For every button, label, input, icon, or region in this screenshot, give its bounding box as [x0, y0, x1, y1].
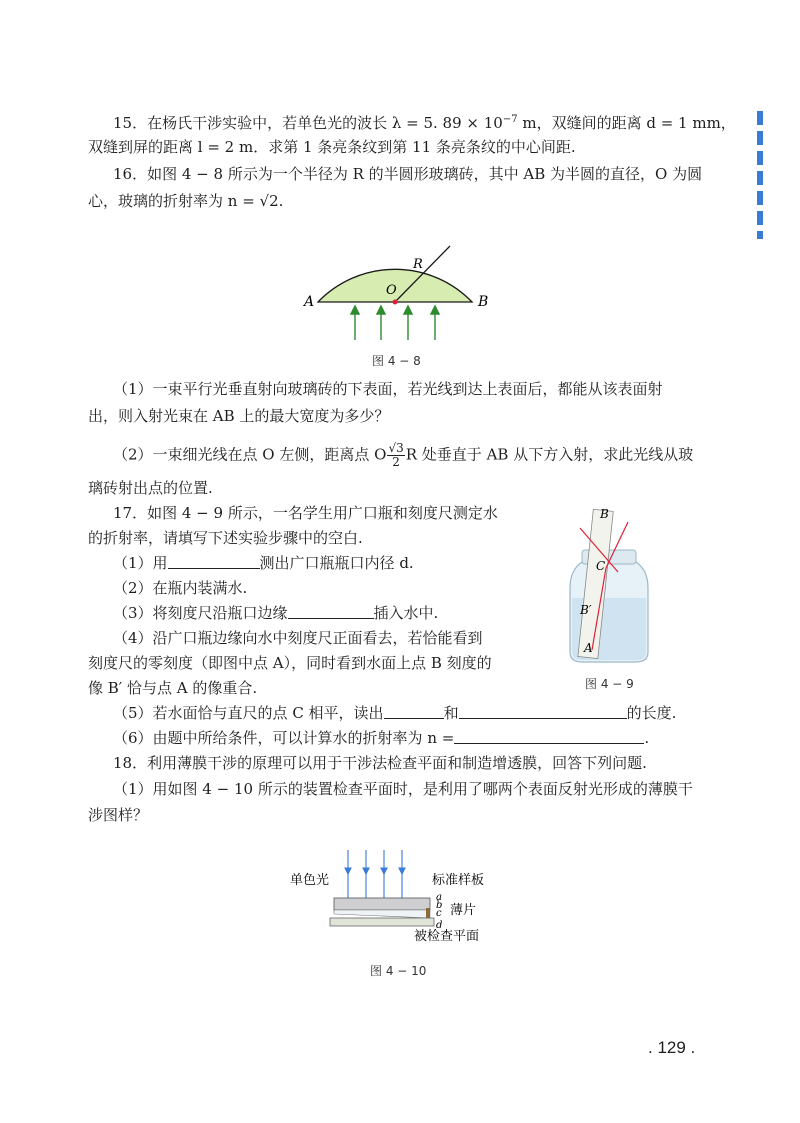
label-a: A: [304, 294, 315, 310]
air-wedge: [334, 910, 430, 918]
standard-sample-plate: [334, 898, 430, 910]
figure-4-8-caption: 图 4 − 8: [372, 354, 421, 368]
label-o: O: [386, 283, 397, 298]
edge-index-tab: [757, 151, 763, 165]
q16-line-1: 16．如图 4 − 8 所示为一个半径为 R 的半圆形玻璃砖，其中 AB 为半圆的直径，O 为圆: [113, 165, 703, 183]
thin-sheet: [426, 908, 430, 918]
label-standard-plate: 标准样板: [432, 873, 485, 888]
edge-index-tab: [757, 231, 763, 239]
q17-step-6: （6）由题中所给条件，可以计算水的折射率为 n = .: [113, 729, 650, 747]
q17-line-2: 的折射率，请填写下述实验步骤中的空白.: [88, 529, 363, 547]
q17-step-4-line-3: 像 B′ 恰与点 A 的像重合.: [88, 679, 258, 697]
monochromatic-light-rays: [345, 850, 405, 900]
page-number: . 129 .: [648, 1038, 696, 1057]
q16-part2-line-1: （2）一束细光线在点 O 左侧，距离点 O $\frac{√3}{2}$ R 处垂直于 AB 从下方入射，求此光线从玻: [113, 441, 694, 469]
label-b-prime: B′: [580, 603, 592, 617]
label-a: a: [436, 892, 442, 903]
q15-line-1: 15．在杨氏干涉实验中，若单色光的波长 λ = 5. $89 \times 10^{-7}$ m，双缝间的距离 d = 1 mm，: [113, 114, 736, 132]
q16-part2-line-2: 璃砖射出点的位置.: [88, 479, 213, 497]
q18-part1-line-2: 涉图样？: [88, 806, 149, 824]
q17-step-4-line-2: 刻度尺的零刻度（即图中点 A），同时看到水面上点 B 刻度的: [88, 654, 492, 672]
blank-3[interactable]: [384, 704, 444, 719]
label-r: R: [413, 257, 423, 272]
label-c: C: [596, 559, 606, 573]
q16-line-2: 心，玻璃的折射率为 n = √2.: [88, 192, 284, 210]
parallel-incident-rays: [351, 306, 439, 340]
q16-part1-line-2: 出，则入射光束在 AB 上的最大宽度为多少？: [88, 407, 390, 425]
q17-step-4-line-1: （4）沿广口瓶边缘向水中刻度尺正面看去，若恰能看到: [113, 629, 483, 647]
q18-part1-line-1: （1）用如图 4 − 10 所示的装置检查平面时，是利用了哪两个表面反射光形成的薄膜干: [113, 780, 693, 798]
q17-line-1: 17．如图 4 − 9 所示，一名学生用广口瓶和刻度尺测定水: [113, 504, 498, 522]
blank-2[interactable]: [288, 604, 374, 619]
label-c: c: [436, 908, 442, 919]
blank-5[interactable]: [454, 729, 644, 744]
label-thin-sheet: 薄片: [450, 903, 477, 918]
q15-line-2: 双缝到屏的距离 l = 2 m．求第 1 条亮条纹到第 11 条亮条纹的中心间距.: [88, 138, 576, 156]
figure-4-9-caption: 图 4 − 9: [585, 677, 634, 691]
edge-index-tab: [757, 131, 763, 145]
edge-index-tab: [757, 171, 763, 185]
q18-line-1: 18．利用薄膜干涉的原理可以用于干涉法检查平面和制造增透膜，回答下列问题.: [113, 754, 647, 772]
q16-part1-line-1: （1）一束平行光垂直射向玻璃砖的下表面，若光线到达上表面后，都能从该表面射: [113, 380, 663, 398]
edge-index-tab: [757, 191, 763, 205]
q17-step-1: （1）用 测出广口瓶瓶口内径 d.: [113, 554, 414, 572]
label-a-bottom: A: [584, 641, 593, 655]
blank-1[interactable]: [168, 554, 260, 569]
label-b-top: B: [600, 507, 609, 521]
figure-4-10-thin-film-setup: [290, 848, 510, 948]
q17-step-5: （5）若水面恰与直尺的点 C 相平，读出 和 的长度.: [113, 704, 677, 722]
inspected-flat: [330, 918, 434, 926]
label-inspected-surface: 被检查平面: [414, 929, 480, 944]
edge-index-tab: [757, 211, 763, 225]
fraction-sqrt3-over-2: $\frac{√3}{2}$: [388, 441, 404, 469]
figure-4-9-jar-and-ruler: [560, 500, 660, 670]
figure-4-8-semicircle-glass: [290, 222, 520, 352]
figure-4-10-caption: 图 4 − 10: [370, 964, 427, 978]
center-point-o: [393, 300, 398, 305]
label-d: d: [436, 920, 443, 931]
label-b: b: [436, 900, 443, 911]
label-monochromatic-light: 单色光: [290, 873, 330, 888]
q17-step-2: （2）在瓶内装满水.: [113, 579, 248, 597]
q17-step-3: （3）将刻度尺沿瓶口边缘 插入水中.: [113, 604, 439, 622]
label-b: B: [478, 294, 489, 310]
edge-index-tab: [757, 111, 763, 125]
blank-4[interactable]: [459, 704, 627, 719]
